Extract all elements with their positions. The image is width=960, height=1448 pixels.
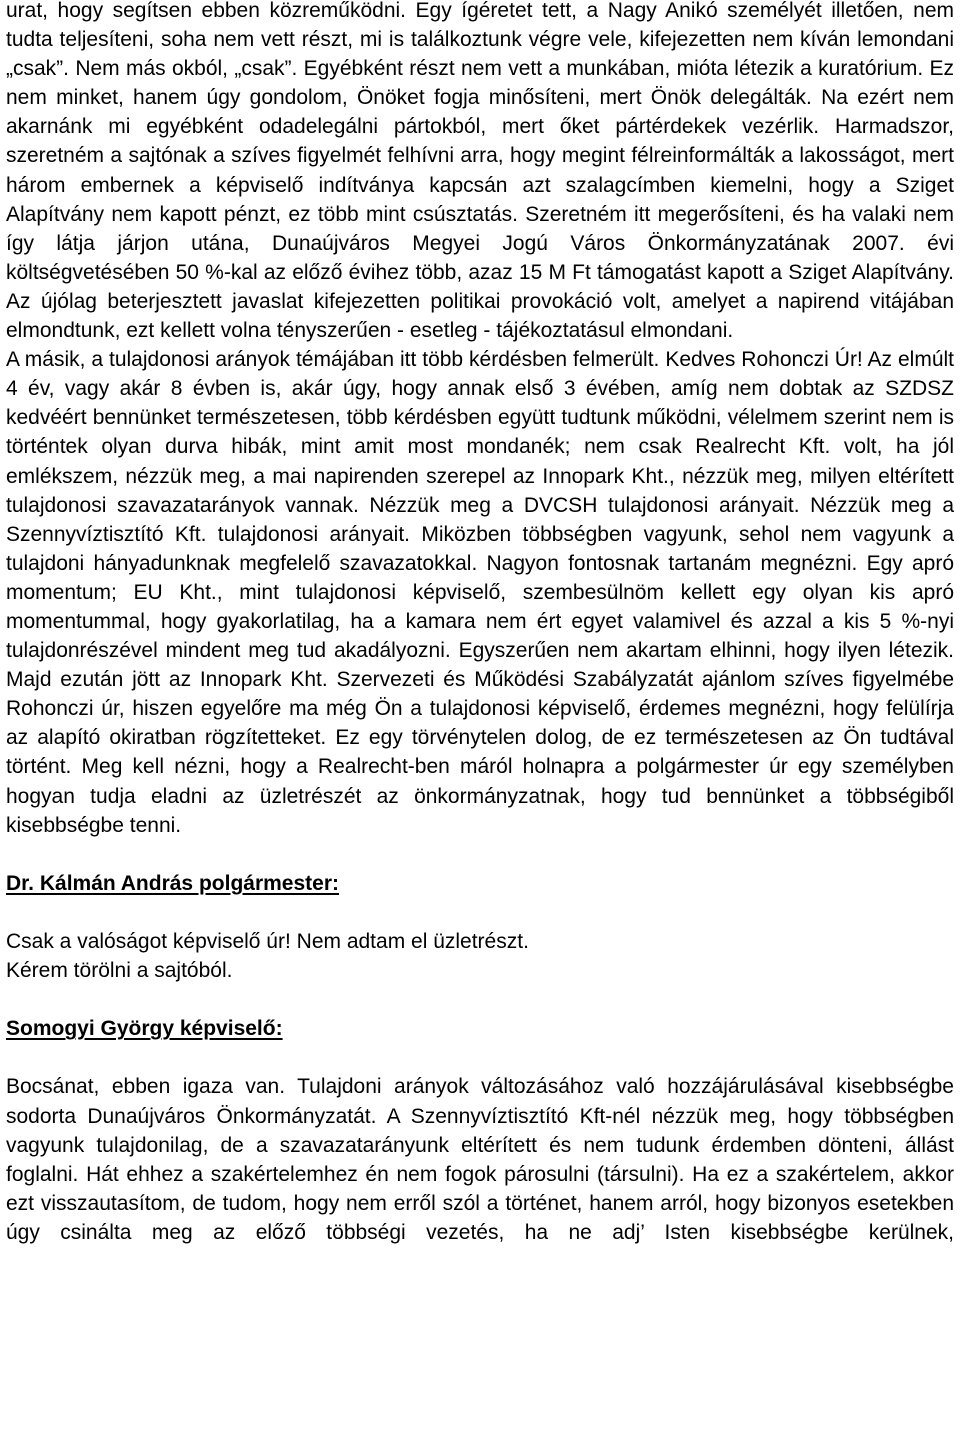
spacer [6,898,954,927]
spacer [6,985,954,1014]
spacer [6,840,954,869]
paragraph-ownership-ratios: A másik, a tulajdonosi arányok témájában itt több kérdésben felmerült. Kedves Rohonczi Úr! Az elmúlt 4 év, vagy akár 8 évben is, akár úgy, hogy annak első 3 évében, amíg nem dobtak az SZDSZ kedvéért bennünket természetesen, több kérdésben együtt tudtunk működni, vélelmem szerint nem is történtek olyan durva hibák, mint amit most mondanék; nem csak Realrecht Kft. volt, ha jól emlékszem, nézzük meg, a mai napirenden szerepel az Innopark Kht., nézzük meg, milyen eltérített tulajdonosi szavazatarányok vannak. Nézzük meg a DVCSH tulajdonosi arányait. Nézzük meg a Szennyvíztisztító Kft. tulajdonosi arányait. Miközben többségben vagyunk, sehol nem vagyunk a tulajdoni hányadunknak megfelelő szavazatokkal. Nagyon fontosnak tartanám megnézni. Egy apró momentum; EU Kht., mint tulajdonosi képviselő, szembesülnöm kellett egy olyan kis apró momentummal, hogy gyakorlatilag, ha a kamara nem ért egyet valamivel és azzal a kis 5 %-nyi tulajdonrészével mindent meg tud akadályozni. Egyszerűen nem akartam elhinni, hogy ilyen létezik. Majd ezután jött az Innopark Kht. Szervezeti és Működési Szabályzatát ajánlom szíves figyelmébe Rohonczi úr, hiszen egyelőre ma még Ön a tulajdonosi képviselő, érdemes megnézni, hogy felülírja az alapító okiratban rögzítetteket. Ez egy törvénytelen dolog, de ez természetesen az Ön tudtával történt. Meg kell nézni, hogy a Realrecht-ben máról holnapra a polgármester úr egy személyben hogyan tudja eladni az üzletrészét az önkormányzatnak, hogy tud bennünket a többségiből kisebbségbe tenni. [6,348,954,837]
speaker-heading-mayor: Dr. Kálmán András polgármester: [6,871,339,895]
mayor-statement-line: Csak a valóságot képviselő úr! Nem adtam el üzletrészt. [6,930,529,953]
spacer [6,1043,954,1072]
representative-statement: Bocsánat, ebben igaza van. Tulajdoni arányok változásához való hozzájárulásával kisebbségbe sodorta Dunaújváros Önkormányzatát. A Szennyvíztisztító Kft-nél nézzük meg, hogy többségben vagyunk tulajdonilag, de a szavazatarányunk eltérített és nem tudunk érdemben dönteni, állást foglalni. Hát ehhez a szakértelemhez én nem fogok párosulni (társulni). Ha ez a szakértelem, akkor ezt visszautasítom, de tudom, hogy nem erről szól a történet, hanem arról, hogy bizonyos esetekben úgy csinálta meg az előző többségi vezetés, ha ne adj’ Isten kisebbségbe kerülnek, [6,1075,954,1244]
mayor-statement-line: Kérem törölni a sajtóból. [6,959,233,983]
speaker-heading-representative: Somogyi György képviselő: [6,1017,283,1041]
document-page [6,0,954,1247]
paragraph-continued-speech: urat, hogy segítsen ebben közreműködni. Egy ígéretet tett, a Nagy Anikó személyét illetően, nem tudta teljesíteni, soha nem vett részt, mi is találkoztunk végre vele, kifejezetten nem kíván lemondani „csak”. Nem más okból, „csak”. Egyébként részt nem vett a munkában, mióta létezik a kuratórium. Ez nem minket, hanem úgy gondolom, Önöket fogja minősíteni, mert Önök delegálták. Na ezért nem akarnánk mi egyébként odadelegálni pártokból, mert őket pártérdekek vezérlik. Harmadszor, szeretném a sajtónak a szíves figyelmét felhívni arra, hogy megint félreinformálták a lakosságot, mert három embernek a képviselő indítványa kapcsán azt szalagcímben kiemelni, hogy a Sziget Alapítvány nem kapott pénzt, ez több mint csúsztatás. Szeretném itt megerősíteni, és ha valaki nem így látja járjon utána, Dunaújváros Megyei Jogú Város Önkormányzatának 2007. évi költségvetésében 50 %-kal az előző évihez több, azaz 15 M Ft támogatást kapott a Sziget Alapítvány. Az újólag beterjesztett javaslat kifejezetten politikai provokáció volt, amelyet a napirend vitájában elmondtunk, ezt kellett volna tényszerűen - esetleg - tájékoztatásul elmondani. [6,0,954,343]
